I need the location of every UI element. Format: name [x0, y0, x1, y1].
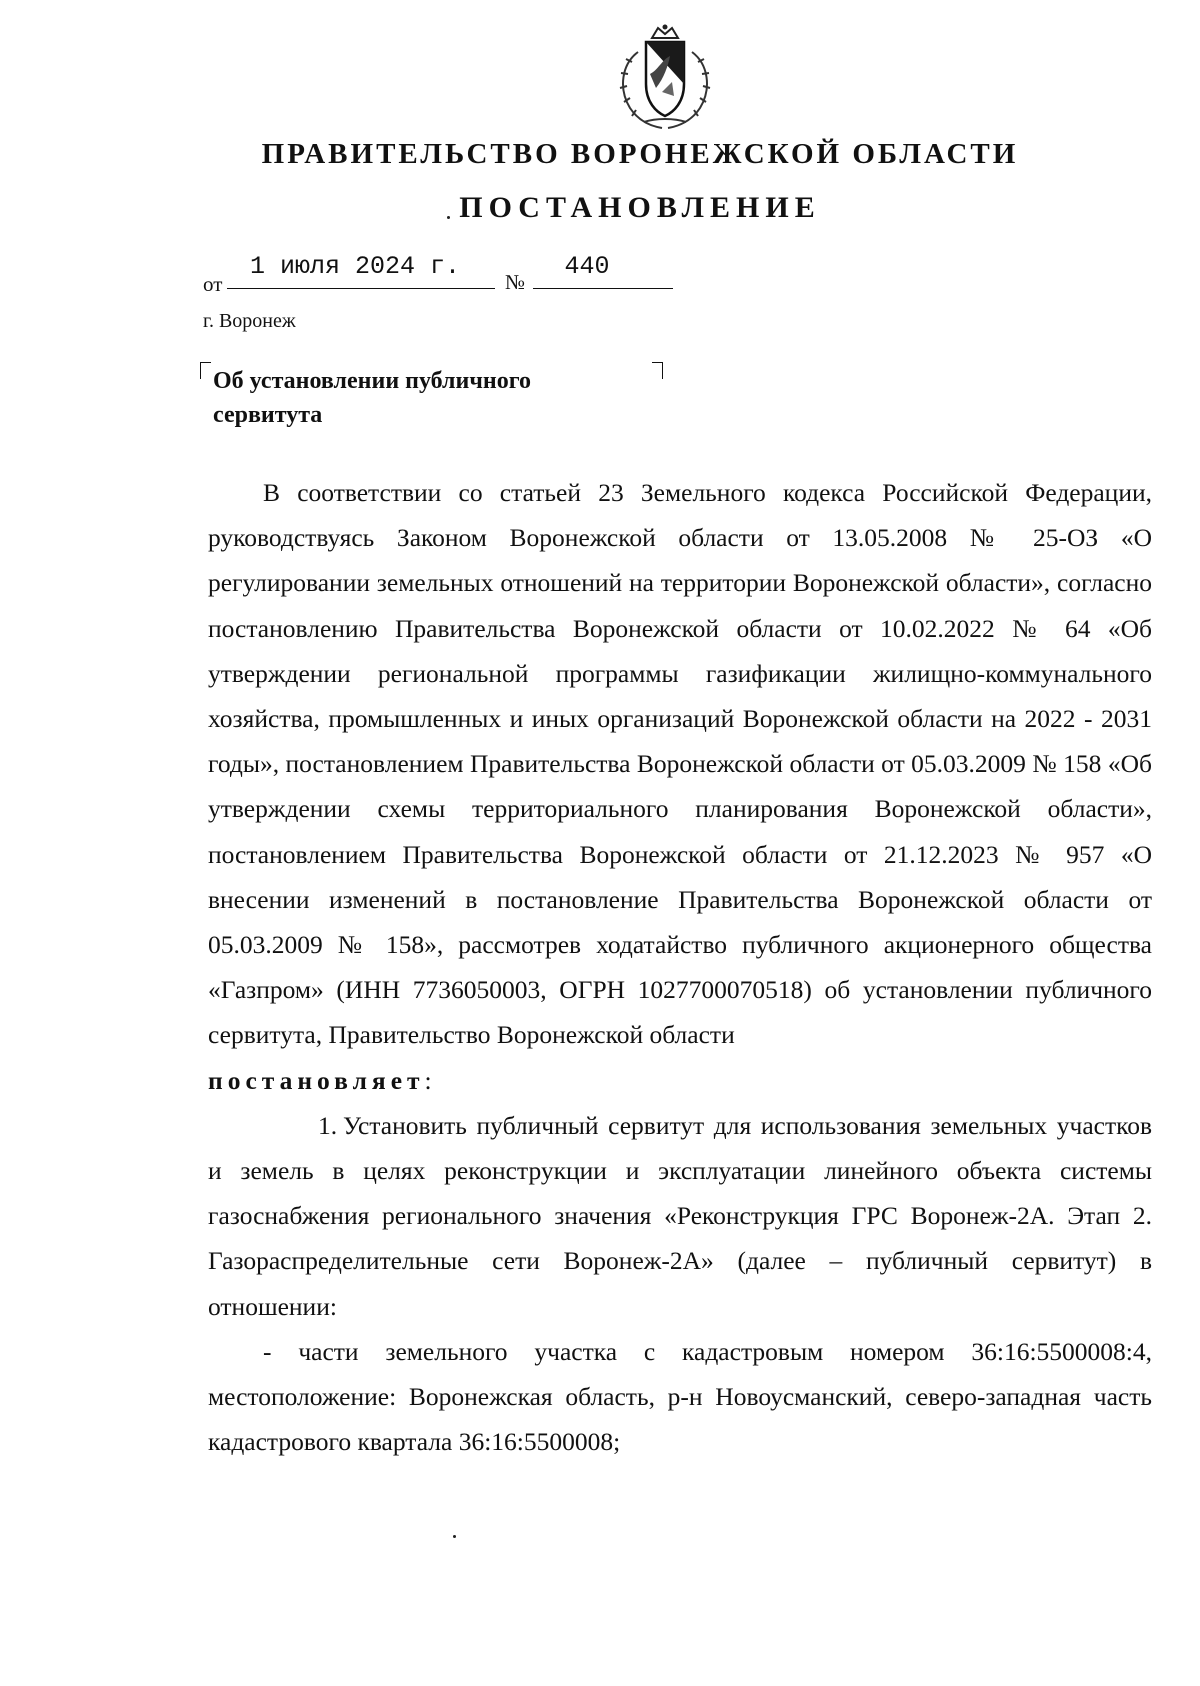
document-body [208, 470, 1152, 1464]
subject-left-corner [200, 362, 211, 379]
scan-speck [447, 216, 450, 219]
item-1-text: Установить публичный сервитут для использования земельных участков и земель в целях реконструкции и эксплуатации линейного объекта системы газоснабжения регионального значения «Реконструкция ГРС Воронеж-2А. Этап 2. Газораспределительные сети Воронеж-2А» (далее – публичный сервитут) в отношении: [208, 1110, 1152, 1321]
subject-line-2: сервитута [213, 402, 323, 428]
date-number-row [203, 252, 683, 296]
item-1-subitem-1: - части земельного участка с кадастровым номером 36:16:5500008:4, местоположение: Воронежская область, р-н Новоусманский, северо-западная часть кадастрового квартала 36:16:5500008; [208, 1336, 1152, 1457]
date-value: 1 июля 2024 г. [249, 252, 461, 281]
organization-title: ПРАВИТЕЛЬСТВО ВОРОНЕЖСКОЙ ОБЛАСТИ [261, 138, 1019, 170]
decree-colon: : [424, 1065, 432, 1095]
document-subject [213, 364, 653, 432]
number-underline [533, 288, 673, 289]
number-value: 440 [564, 252, 610, 281]
number-prefix: № [505, 270, 526, 294]
item-1-paragraph [208, 1103, 1152, 1329]
subject-right-corner [652, 362, 663, 379]
decree-word: постановляет [208, 1065, 425, 1095]
subject-line-1: Об установлении публичного [213, 368, 532, 394]
city-label: г. Воронеж [203, 310, 296, 332]
preamble-paragraph: В соответствии со статьей 23 Земельного кодекса Российской Федерации, руководствуясь Законом Воронежской области от 13.05.2008 № 25-ОЗ «О регулировании земельных отношений на территории Воронежской области», согласно постановлению Правительства Воронежской области от 10.02.2022 № 64 «Об утверждении региональной программы газификации жилищно-коммунального хозяйства, промышленных и иных организаций Воронежской области на 2022 - 2031 годы», постановлением Правительства Воронежской области от 05.03.2009 № 158 «Об утверждении схемы территориального планирования Воронежской области», постановлением Правительства Воронежской области от 21.12.2023 № 957 «О внесении изменений в постановление Правительства Воронежской области от 05.03.2009 № 158», рассмотрев ходатайство публичного акционерного общества «Газпром» (ИНН 7736050003, ОГРН 1027700070518) об установлении публичного сервитута, Правительство Воронежской области [208, 478, 1152, 1050]
item-1-number: 1. [318, 1110, 338, 1140]
date-underline [227, 288, 495, 289]
decree-paragraph [208, 1058, 1152, 1103]
document-type-title: ПОСТАНОВЛЕНИЕ [459, 191, 821, 224]
coat-of-arms-icon [608, 22, 722, 132]
date-prefix: от [203, 272, 223, 296]
scan-speck [453, 1535, 456, 1538]
